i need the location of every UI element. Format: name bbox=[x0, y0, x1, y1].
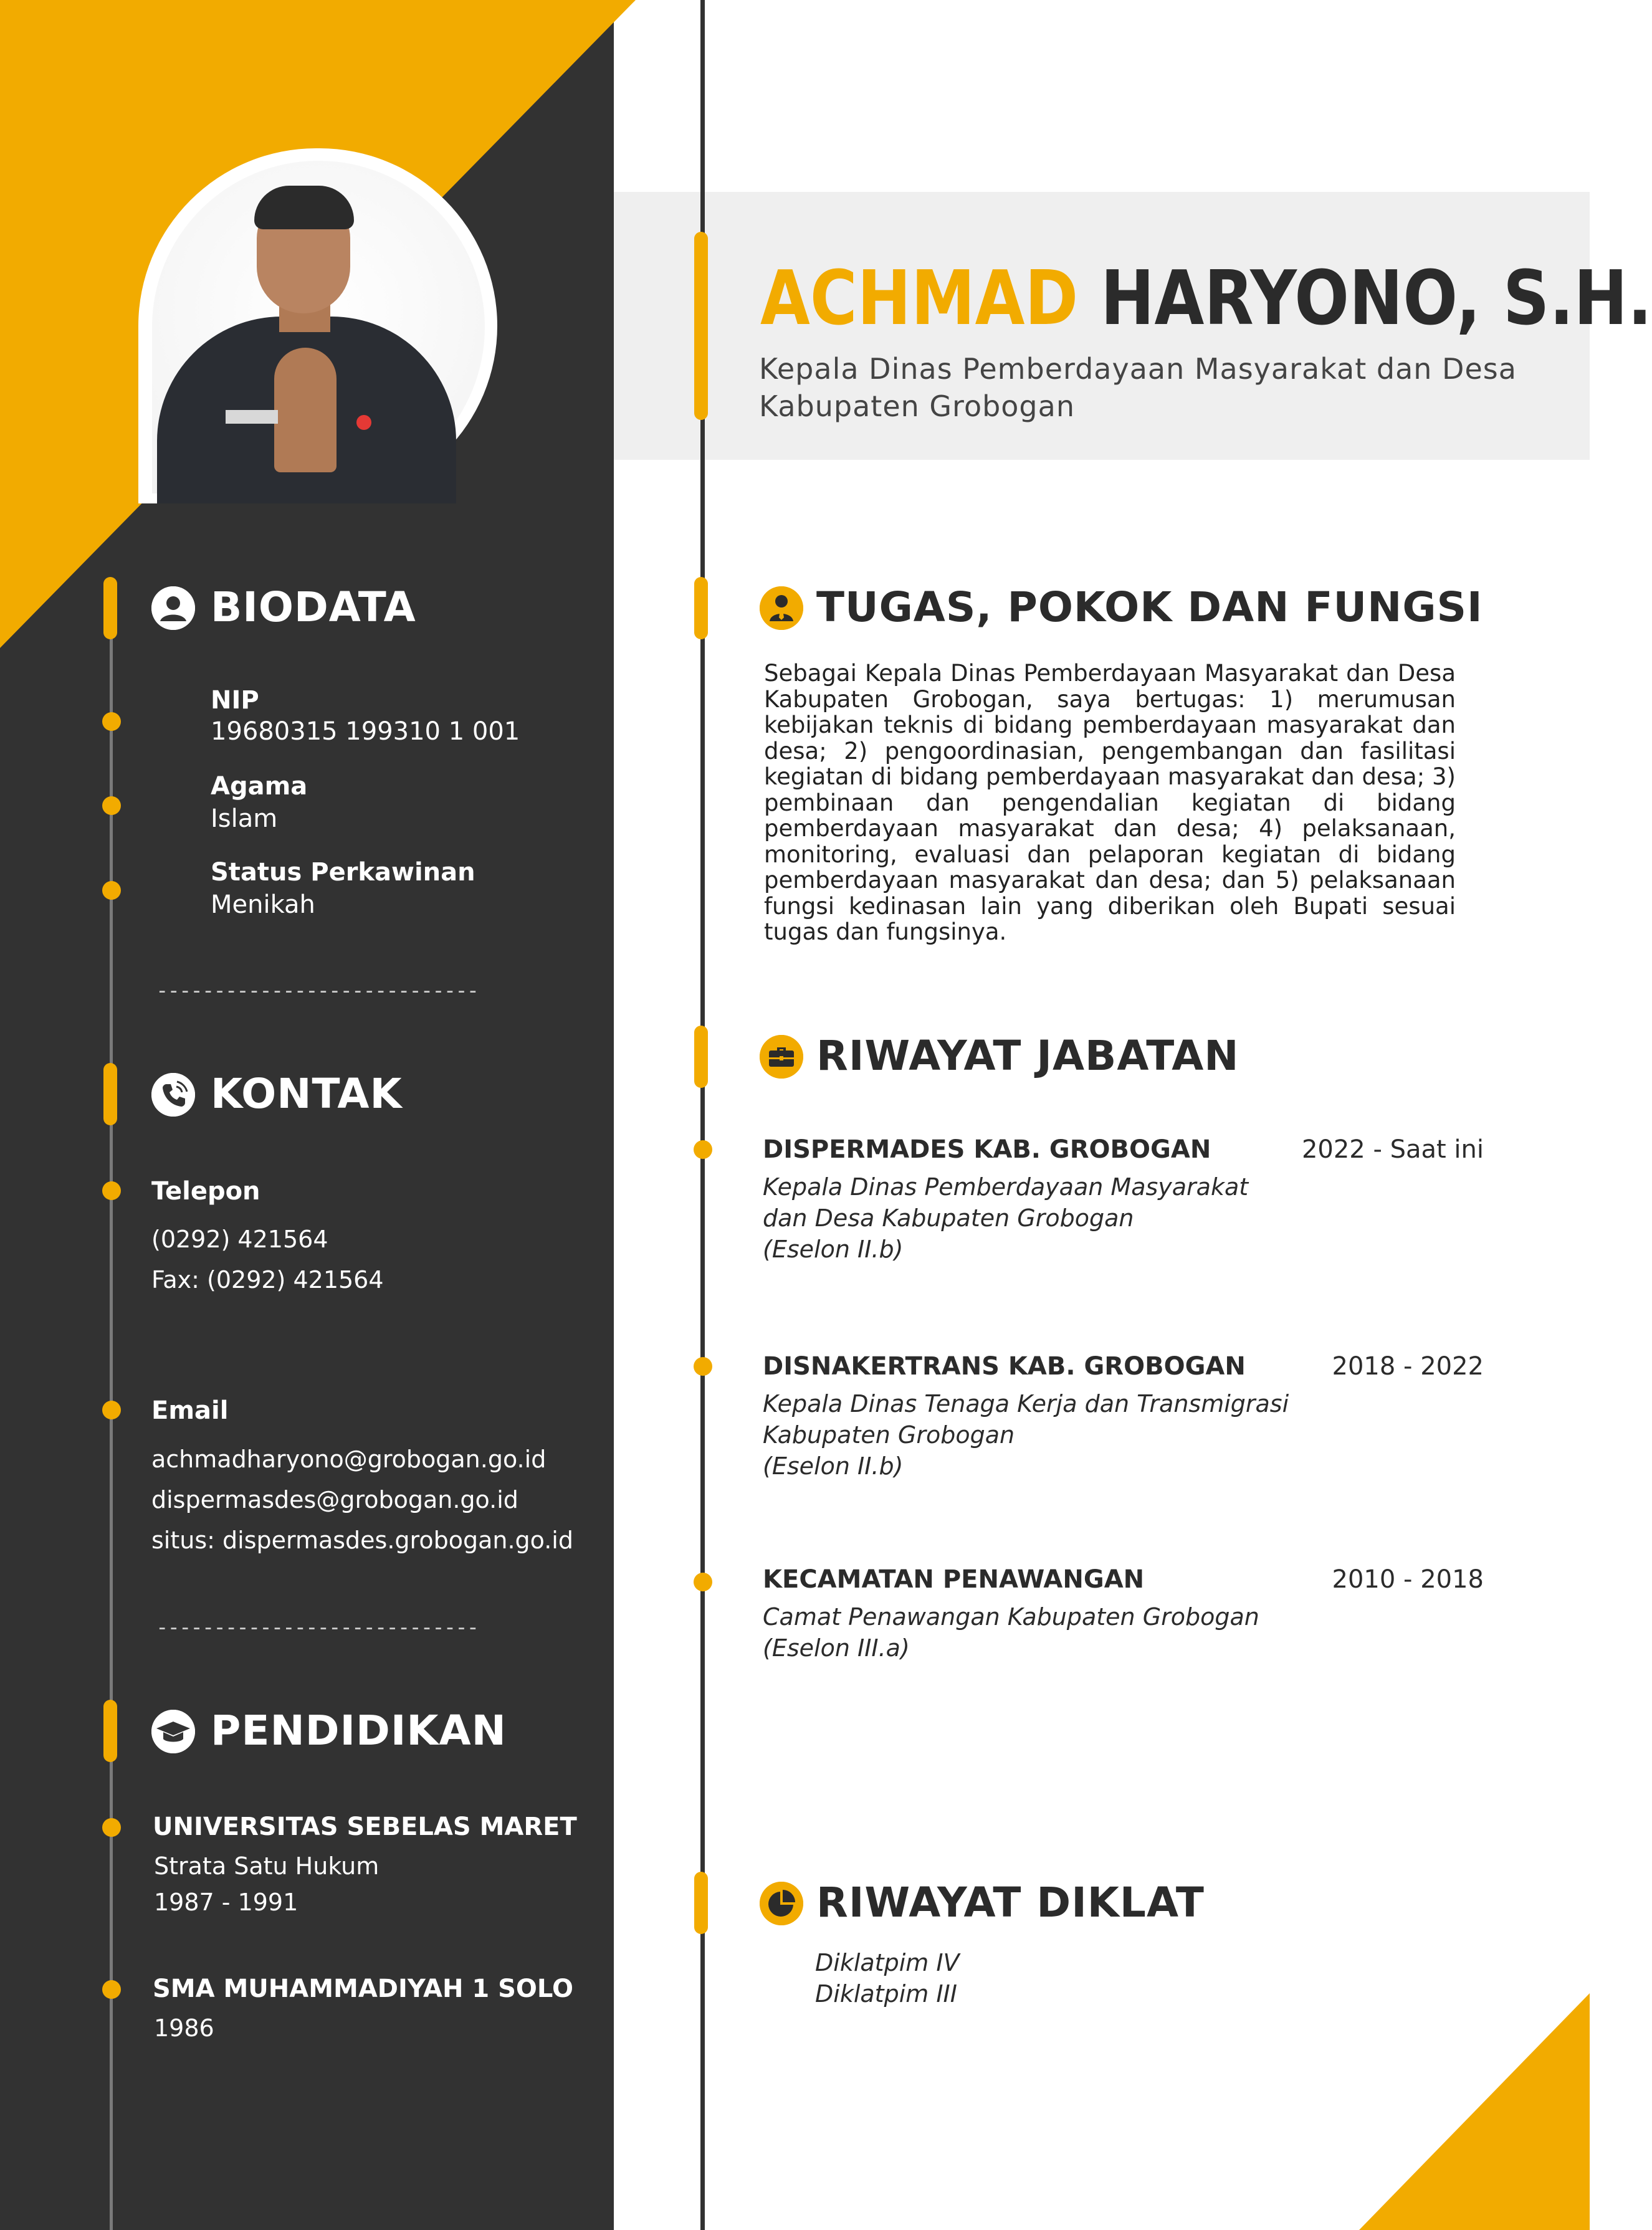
job-desc-3 bbox=[763, 1601, 1259, 1664]
job-desc-line: Kabupaten Grobogan bbox=[763, 1421, 1015, 1449]
job-desc-line: Kepala Dinas Tenaga Kerja dan Transmigrasi bbox=[763, 1390, 1289, 1418]
job-desc-line: dan Desa Kabupaten Grobogan bbox=[763, 1204, 1134, 1232]
timeline-dot bbox=[102, 1181, 121, 1200]
diklat-title: RIWAYAT DIKLAT bbox=[816, 1879, 1205, 1927]
pie-chart-icon bbox=[760, 1882, 803, 1925]
job-years-1: 2022 - Saat ini bbox=[1301, 1135, 1484, 1164]
briefcase-icon bbox=[760, 1035, 803, 1079]
status-label: Status Perkawinan bbox=[211, 858, 475, 887]
timeline-dot bbox=[694, 1573, 712, 1591]
telepon-number: (0292) 421564 bbox=[151, 1226, 328, 1253]
status-value: Menikah bbox=[211, 890, 315, 919]
telepon-lines bbox=[151, 1219, 384, 1300]
pendidikan-accent-bar bbox=[103, 1700, 117, 1762]
biodata-accent-bar bbox=[103, 577, 117, 639]
agama-label: Agama bbox=[211, 772, 308, 801]
job-org-2: DISNAKERTRANS KAB. GROBOGAN bbox=[763, 1352, 1246, 1381]
graduation-cap-icon bbox=[151, 1710, 195, 1753]
yellow-corner-bottom bbox=[1359, 1993, 1590, 2230]
phone-icon bbox=[151, 1073, 195, 1117]
email-label: Email bbox=[151, 1396, 229, 1425]
jabatan-accent-bar bbox=[694, 1026, 708, 1088]
agama-value: Islam bbox=[211, 804, 278, 833]
website: situs: dispermasdes.grobogan.go.id bbox=[151, 1527, 573, 1554]
nip-label: NIP bbox=[211, 686, 259, 715]
timeline-dot bbox=[694, 1140, 712, 1159]
timeline-dot bbox=[694, 1357, 712, 1376]
job-desc-line: Camat Penawangan Kabupaten Grobogan bbox=[763, 1603, 1259, 1631]
job-desc-line: (Eselon II.b) bbox=[763, 1236, 904, 1263]
fax-number: Fax: (0292) 421564 bbox=[151, 1266, 384, 1294]
separator: ---------------------------- bbox=[156, 978, 479, 1003]
name-first: ACHMAD bbox=[760, 255, 1079, 342]
kontak-accent-bar bbox=[103, 1063, 117, 1125]
school-name-1: UNIVERSITAS SEBELAS MARET bbox=[153, 1813, 577, 1841]
email-address-2: dispermasdes@grobogan.go.id bbox=[151, 1486, 518, 1513]
name-last: HARYONO, S.H. bbox=[1101, 255, 1652, 342]
school-name-2: SMA MUHAMMADIYAH 1 SOLO bbox=[153, 1975, 573, 2003]
job-desc-line: (Eselon III.a) bbox=[763, 1634, 910, 1662]
degree: Strata Satu Hukum bbox=[154, 1852, 380, 1880]
timeline-dot bbox=[102, 881, 121, 900]
job-years-2: 2018 - 2022 bbox=[1332, 1352, 1484, 1381]
person-name bbox=[760, 255, 1652, 342]
biodata-title: BIODATA bbox=[211, 583, 416, 631]
diklat-item: Diklatpim III bbox=[815, 1980, 957, 2008]
jabatan-title: RIWAYAT JABATAN bbox=[816, 1032, 1239, 1080]
school-details-1 bbox=[154, 1848, 379, 1920]
timeline-dot bbox=[102, 712, 121, 731]
diklat-list bbox=[815, 1947, 960, 2009]
job-desc-line: Kepala Dinas Pemberdayaan Masyarakat bbox=[763, 1173, 1249, 1201]
profile-photo bbox=[152, 161, 485, 493]
job-org-3: KECAMATAN PENAWANGAN bbox=[763, 1565, 1145, 1594]
school-years-2: 1986 bbox=[154, 2014, 214, 2042]
separator: ---------------------------- bbox=[156, 1615, 479, 1640]
tupoksi-accent-bar bbox=[694, 577, 708, 639]
header-accent-bar bbox=[694, 232, 708, 420]
job-title-subtitle: Kepala Dinas Pemberdayaan Masyarakat dan Desa Kabupaten Grobogan bbox=[759, 352, 1517, 423]
school-years-1: 1987 - 1991 bbox=[154, 1889, 298, 1916]
diklat-item: Diklatpim IV bbox=[815, 1949, 960, 1976]
job-desc-2 bbox=[763, 1388, 1289, 1482]
tupoksi-title: TUGAS, POKOK DAN FUNGSI bbox=[816, 583, 1483, 631]
nip-value: 19680315 199310 1 001 bbox=[211, 717, 520, 746]
timeline-dot bbox=[102, 1980, 121, 1999]
job-years-3: 2010 - 2018 bbox=[1332, 1565, 1484, 1594]
kontak-title: KONTAK bbox=[211, 1070, 403, 1118]
pendidikan-title: PENDIDIKAN bbox=[211, 1707, 507, 1755]
school-details-2 bbox=[154, 2010, 214, 2046]
email-lines bbox=[151, 1439, 573, 1561]
email-address-1: achmadharyono@grobogan.go.id bbox=[151, 1446, 547, 1473]
person-tie-icon bbox=[760, 586, 803, 630]
job-org-1: DISPERMADES KAB. GROBOGAN bbox=[763, 1135, 1211, 1164]
user-icon bbox=[151, 586, 195, 630]
job-desc-line: (Eselon II.b) bbox=[763, 1452, 904, 1480]
timeline-dot bbox=[102, 1401, 121, 1419]
job-desc-1 bbox=[763, 1171, 1248, 1265]
diklat-accent-bar bbox=[694, 1872, 708, 1934]
timeline-dot bbox=[102, 796, 121, 815]
tupoksi-text: Sebagai Kepala Dinas Pemberdayaan Masyarakat dan Desa Kabupaten Grobogan, saya bertugas: 1) merumusan kebijakan teknis di bidang pemberdayaan masyarakat dan desa; 2) pengoordinasian, pengembangan dan fasilitasi kegiatan di bidang pemberdayaan masyarakat dan desa; 3) pembinaan dan pengendalian kegiatan di bidang pemberdayaan masyarakat dan desa; 4) pelaksanaan, monitoring, evaluasi dan pelaporan kegiatan di bidang pemberdayaan masyarakat dan desa; dan 5) pelaksanaan fungsi kedinasan lain yang diberikan oleh Bupati sesuai tugas dan fungsinya. bbox=[764, 660, 1456, 945]
timeline-dot bbox=[102, 1818, 121, 1837]
telepon-label: Telepon bbox=[151, 1177, 260, 1206]
